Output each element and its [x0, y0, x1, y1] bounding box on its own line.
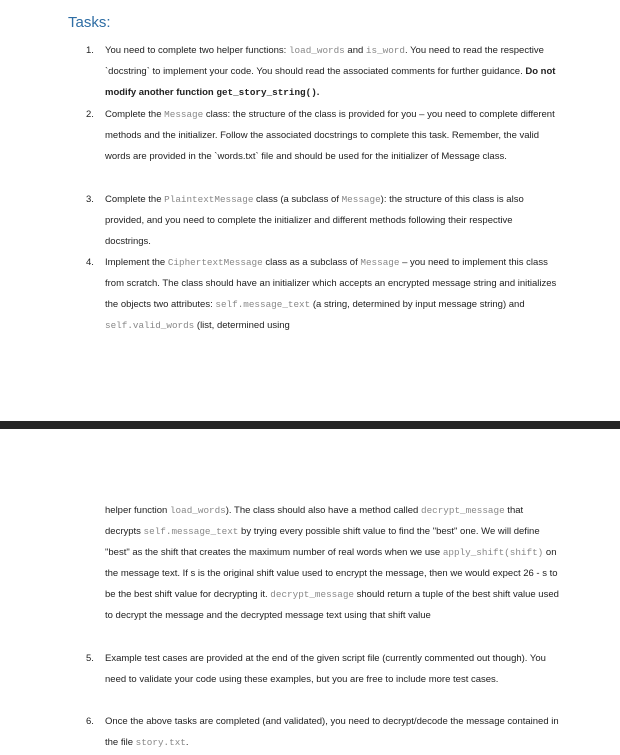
page-divider [0, 421, 620, 429]
list-number: 4. [86, 257, 94, 268]
list-number: 6. [86, 716, 94, 727]
list-number: 5. [86, 653, 94, 664]
task-text: Complete the PlaintextMessage class (a subclass of Message): the structure of this class is also provided, and you need to complete the initializer and different methods following their respective docstrings. [105, 194, 524, 247]
page-bottom [0, 429, 620, 755]
task-text: Example test cases are provided at the end of the given script file (currently commented out though). You need to validate your code using these examples, but you are free to include more test cases. [105, 653, 546, 685]
list-number: 1. [86, 45, 94, 56]
task-text: Implement the CiphertextMessage class as a subclass of Message – you need to implement this class from scratch. The class should have an initializer which accepts an encrypted message string and initializes the objects two attributes: self.message_text (a string, determined by input message string) and self.valid_words (list, determined using [105, 257, 557, 331]
task-text: helper function load_words). The class should also have a method called decrypt_message that decrypts self.message_text by trying every possible shift value to find the "best" one. We will define "best" as the shift that creates the maximum number of real words when we use apply_shift(shift) on the message text. If s is the original shift value used to encrypt the message, then we would expect 26 - s to be the best shift value for decrypting it. decrypt_message should return a tuple of the best shift value used to decrypt the message and the decrypted message text using that shift value [105, 505, 559, 621]
list-number: 2. [86, 109, 94, 120]
task-text: You need to complete two helper functions: load_words and is_word. You need to read the respective `docstring` to implement your code. You should read the associated comments for further guidance. Do not modify another function get_story_string(). [105, 45, 556, 98]
task-text: Once the above tasks are completed (and validated), you need to decrypt/decode the message contained in the file story.txt. [105, 716, 559, 748]
tasks-heading: Tasks: [68, 14, 111, 31]
list-number: 3. [86, 194, 94, 205]
task-text: Complete the Message class: the structure of the class is provided for you – you need to complete different methods and the initializer. Follow the associated docstrings to complete this task. Remember, the valid words are provided in the `words.txt` file and should be used for the initializer of Message class. [105, 109, 555, 162]
